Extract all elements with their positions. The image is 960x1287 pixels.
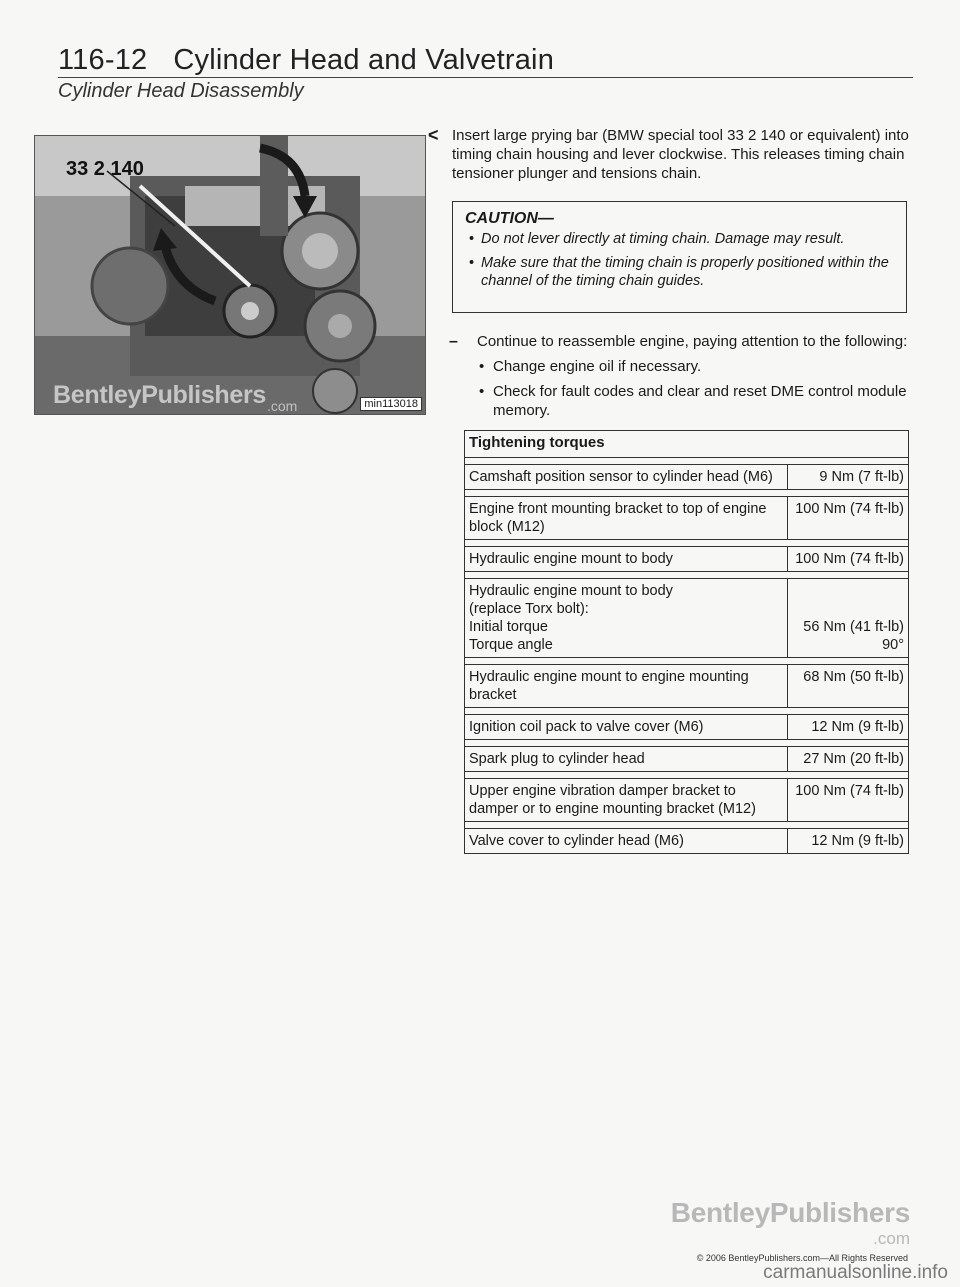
table-row	[465, 829, 909, 854]
table-heading: Tightening torques	[465, 431, 909, 458]
header-rule	[58, 77, 913, 78]
footer-copyright: © 2006 BentleyPublishers.com—All Rights Reserved	[696, 1253, 908, 1263]
torque-item-line: Torque angle	[469, 637, 553, 653]
photo-watermark-com: .com	[267, 398, 298, 414]
step-item: • Check for fault codes and clear and reset DME control module memory.	[493, 382, 917, 420]
table-gap	[465, 740, 909, 747]
torque-item: Valve cover to cylinder head (M6)	[465, 829, 788, 854]
engine-photo	[34, 135, 426, 415]
table-row	[465, 465, 909, 490]
torque-value: 100 Nm (74 ft-lb)	[788, 779, 909, 822]
chapter-title: Cylinder Head and Valvetrain	[173, 44, 555, 76]
table-gap	[465, 772, 909, 779]
table-gap	[465, 658, 909, 665]
torque-value: 9 Nm (7 ft-lb)	[788, 465, 909, 490]
caution-item: • Do not lever directly at timing chain. Damage may result.	[481, 230, 896, 248]
section-title: Cylinder Head Disassembly	[58, 80, 304, 102]
footer-publisher-com: .com	[873, 1229, 910, 1248]
table-row	[465, 547, 909, 572]
caution-list	[465, 230, 896, 290]
step-text: Insert large prying bar (BMW special tool 33 2 140 or equivalent) into timing chain housing and lever clockwise. This releases timing chain tensioner plunger and tensions chain.	[452, 127, 909, 182]
torque-item-line: Hydraulic engine mount to body	[469, 583, 673, 599]
step-pry-bar	[428, 125, 912, 183]
torque-value: 12 Nm (9 ft-lb)	[788, 715, 909, 740]
step-list	[477, 357, 917, 420]
table-row	[465, 497, 909, 540]
caution-box	[452, 201, 907, 313]
torque-value: 68 Nm (50 ft-lb)	[788, 665, 909, 708]
step-item: • Change engine oil if necessary.	[493, 357, 917, 376]
torque-value-line: 56 Nm (41 ft-lb)	[803, 619, 904, 635]
page-number: 116-12	[58, 44, 148, 76]
torque-item: Engine front mounting bracket to top of engine block (M12)	[465, 497, 788, 540]
table-gap	[465, 708, 909, 715]
caution-title: CAUTION—	[465, 210, 554, 227]
header-title	[58, 44, 913, 77]
step-text: Continue to reassemble engine, paying attention to the following:	[477, 333, 908, 350]
caution-item: • Make sure that the timing chain is properly positioned within the channel of the timing chain guides.	[481, 254, 896, 290]
photo-watermark: BentleyPublishers	[53, 381, 267, 409]
torque-item: Ignition coil pack to valve cover (M6)	[465, 715, 788, 740]
torque-item: Hydraulic engine mount to body	[465, 547, 788, 572]
table-row	[465, 747, 909, 772]
table-gap	[465, 822, 909, 829]
page-header	[58, 44, 913, 102]
table-gap	[465, 458, 909, 465]
image-id: min113018	[360, 397, 422, 411]
footer-publisher-logo: BentleyPublishers	[670, 1197, 910, 1228]
torque-value: 27 Nm (20 ft-lb)	[788, 747, 909, 772]
torque-value: 100 Nm (74 ft-lb)	[788, 497, 909, 540]
torque-value: 100 Nm (74 ft-lb)	[788, 547, 909, 572]
torque-item: Hydraulic engine mount to engine mounting bracket	[465, 665, 788, 708]
torque-item-multiline	[465, 579, 788, 658]
torque-item-line: (replace Torx bolt):	[469, 601, 589, 617]
torque-item-line: Initial torque	[469, 619, 548, 635]
step-reassemble	[449, 332, 917, 426]
table-gap	[465, 540, 909, 547]
table-gap	[465, 490, 909, 497]
torque-item: Upper engine vibration damper bracket to damper or to engine mounting bracket (M12)	[465, 779, 788, 822]
torque-value-multiline	[788, 579, 909, 658]
table-gap	[465, 572, 909, 579]
site-watermark: carmanualsonline.info	[763, 1262, 948, 1283]
table-header-row	[465, 431, 909, 458]
table-row	[465, 779, 909, 822]
table-row	[465, 665, 909, 708]
torque-item: Spark plug to cylinder head	[465, 747, 788, 772]
torque-value-line: 90°	[882, 637, 904, 653]
torque-item: Camshaft position sensor to cylinder head (M6)	[465, 465, 788, 490]
step-arrow: <	[428, 125, 439, 145]
torque-value: 12 Nm (9 ft-lb)	[788, 829, 909, 854]
table-row	[465, 715, 909, 740]
step-dash: –	[449, 333, 458, 350]
torque-table	[464, 430, 909, 854]
table-row	[465, 579, 909, 658]
tool-number-label: 33 2 140	[66, 158, 144, 180]
